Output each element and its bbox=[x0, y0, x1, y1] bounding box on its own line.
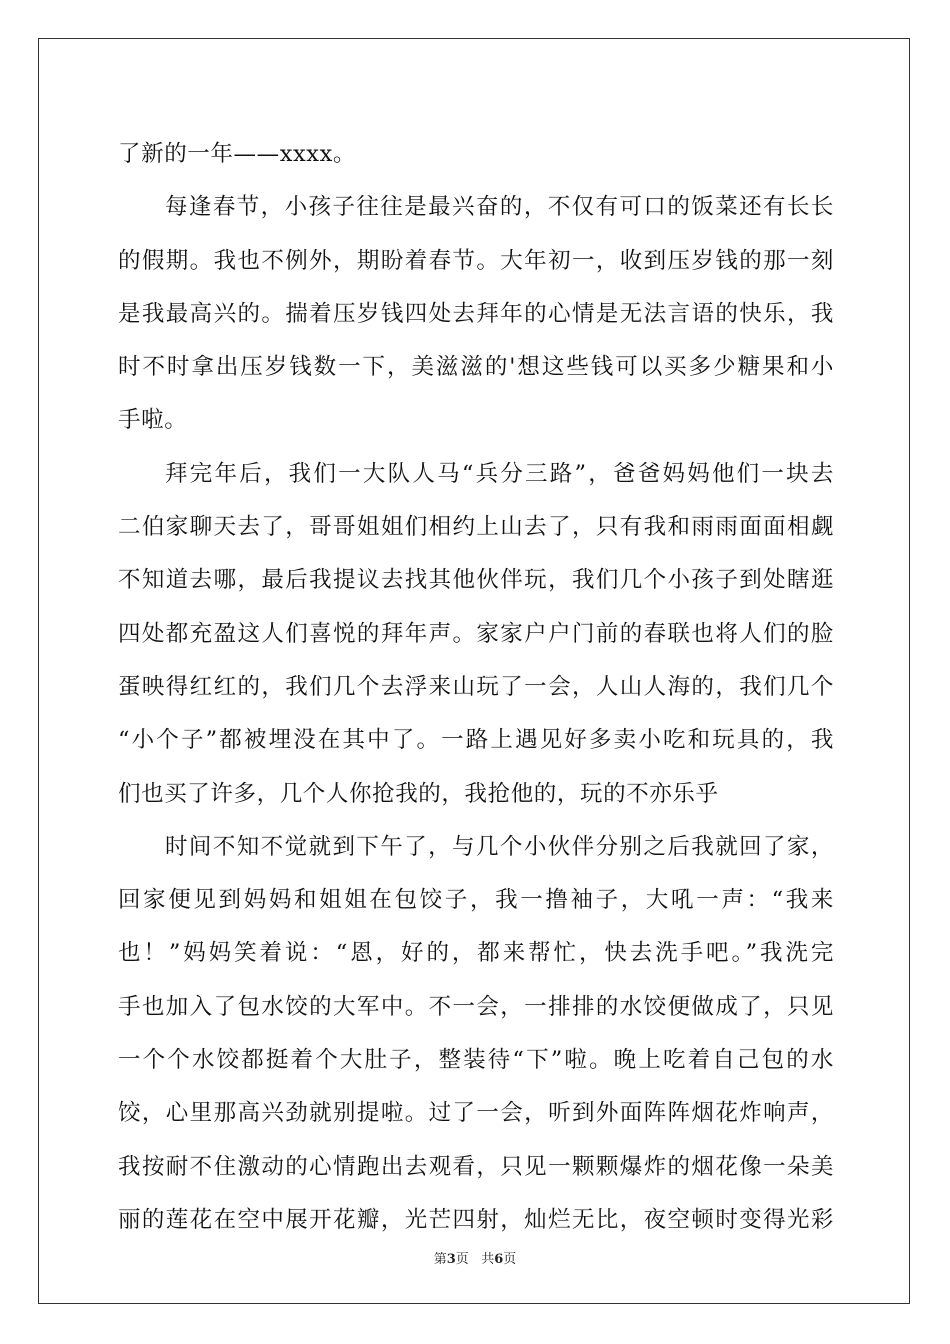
text-line: 拜完年后，我们一大队人马“兵分三路”，爸爸妈妈他们一块去 bbox=[165, 460, 834, 487]
text-line: 二伯家聊天去了，哥哥姐姐们相约上山去了，只有我和雨雨面面相觑 bbox=[118, 514, 834, 541]
text-line: 时间不知不觉就到下午了，与几个小伙伴分别之后我就回了家， bbox=[165, 833, 834, 860]
text-line: 饺，心里那高兴劲就别提啦。过了一会，听到外面阵阵烟花炸响声， bbox=[118, 1100, 834, 1127]
text-line: 手也加入了包水饺的大军中。不一会，一排排的水饺便做成了，只见 bbox=[118, 993, 834, 1020]
text-line: “小个子”都被埋没在其中了。一路上遇见好多卖小吃和玩具的，我 bbox=[118, 727, 834, 754]
text-line: 的假期。我也不例外，期盼着春节。大年初一，收到压岁钱的那一刻 bbox=[118, 247, 834, 274]
text-line: 我按耐不住激动的心情跑出去观看，只见一颗颗爆炸的烟花像一朵美 bbox=[118, 1153, 834, 1180]
document-body bbox=[118, 128, 834, 1247]
text-line: 手啦。 bbox=[118, 407, 188, 434]
text-line: 不知道去哪，最后我提议去找其他伙伴玩，我们几个小孩子到处瞎逛 bbox=[118, 567, 834, 594]
text-line: 时不时拿出压岁钱数一下，美滋滋的'想这些钱可以买多少糖果和小 bbox=[118, 354, 834, 381]
page-footer bbox=[0, 1248, 950, 1267]
text-line: 回家便见到妈妈和姐姐在包饺子，我一撸袖子，大吼一声：“我来 bbox=[118, 887, 834, 914]
text-line: 每逢春节，小孩子往往是最兴奋的，不仅有可口的饭菜还有长长 bbox=[165, 194, 834, 221]
text-line: 了新的一年——xxxx。 bbox=[118, 141, 356, 167]
page-prefix: 第 bbox=[433, 1252, 447, 1267]
total-suffix: 页 bbox=[503, 1252, 517, 1267]
page-suffix: 页 bbox=[455, 1252, 469, 1267]
text-line: 们也买了许多，几个人你抢我的，我抢他的，玩的不亦乐乎 bbox=[118, 780, 719, 807]
text-line: 一个个水饺都挺着个大肚子，整装待“下”啦。晚上吃着自己包的水 bbox=[118, 1047, 834, 1074]
text-line: 四处都充盈这人们喜悦的拜年声。家家户户门前的春联也将人们的脸 bbox=[118, 620, 834, 647]
total-prefix: 共 bbox=[481, 1252, 495, 1267]
page-number: 3 bbox=[446, 1252, 456, 1267]
total-pages: 6 bbox=[494, 1252, 504, 1267]
text-line: 蛋映得红红的，我们几个去浮来山玩了一会，人山人海的，我们几个 bbox=[118, 673, 834, 700]
text-line: 也！”妈妈笑着说：“恩，好的，都来帮忙，快去洗手吧。”我洗完 bbox=[118, 940, 834, 967]
text-line: 丽的莲花在空中展开花瓣，光芒四射，灿烂无比，夜空顿时变得光彩 bbox=[118, 1206, 834, 1233]
text-line: 是我最高兴的。揣着压岁钱四处去拜年的心情是无法言语的快乐，我 bbox=[118, 300, 834, 327]
